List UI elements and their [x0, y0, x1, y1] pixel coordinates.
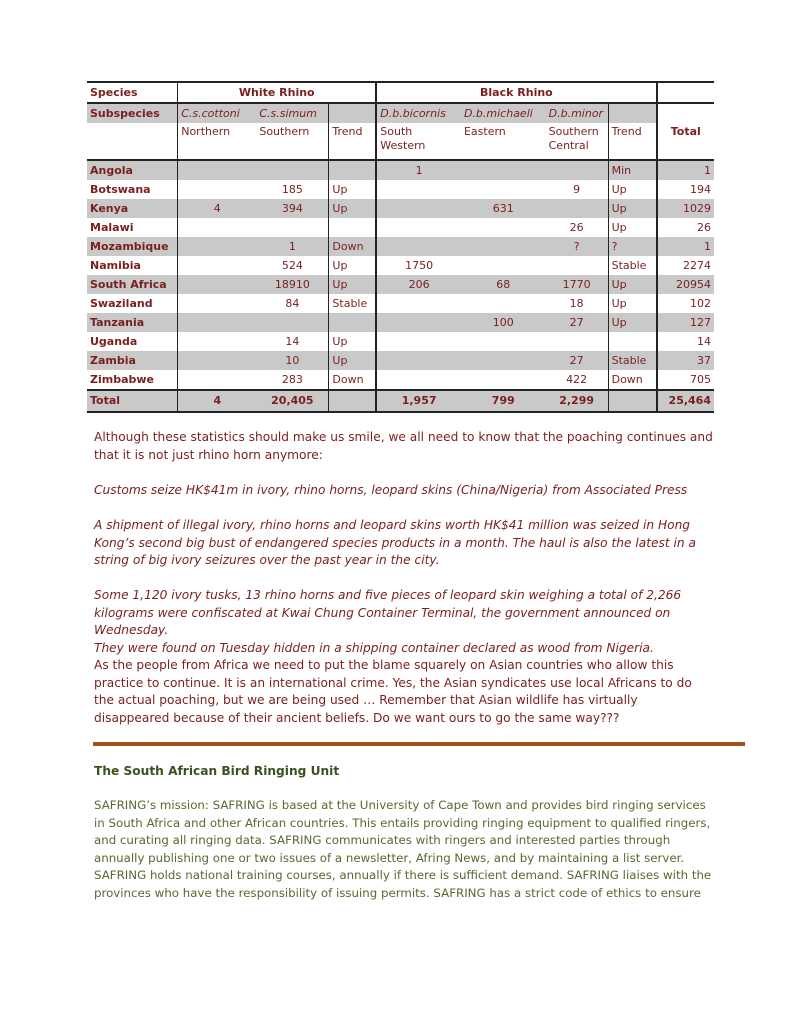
cell-total: 26	[657, 218, 715, 237]
cell-total: 194	[657, 180, 715, 199]
cell-btrend: Stable	[608, 351, 656, 370]
cell-btrend: Up	[608, 180, 656, 199]
cell-cottoni	[178, 275, 257, 294]
cell-total: 37	[657, 351, 715, 370]
cell-wtrend	[329, 313, 376, 332]
cell-minor: 1770	[546, 275, 608, 294]
cell-total: 20954	[657, 275, 715, 294]
cell-btrend: Up	[608, 218, 656, 237]
paragraph-tusks-a: Some 1,120 ivory tusks, 13 rhino horns and five pieces of leopard skin weighing a total of 2,266 kilograms were confiscated at Kwai Chung Container Terminal, the government announced on Wednesday.	[94, 588, 682, 637]
cell-minor: 26	[569, 220, 584, 234]
table-row	[87, 351, 714, 370]
cell-bicornis	[376, 199, 461, 218]
reg-trend-white: Trend	[329, 123, 376, 160]
sub-minor: D.b.minor	[546, 103, 608, 123]
cell-michaeli: 68	[461, 275, 546, 294]
sub-cottoni: C.s.cottoni	[178, 103, 257, 123]
cell-michaeli	[461, 370, 546, 390]
cell-bicornis	[376, 294, 461, 313]
cell-total: 1029	[657, 199, 715, 218]
reg-northern: Northern	[178, 123, 257, 160]
cell-wtrend: Up	[329, 275, 376, 294]
cell-simum: 14	[285, 334, 300, 348]
cell-btrend	[608, 390, 656, 412]
paragraph-tusks	[94, 587, 714, 657]
cell-btrend: Min	[608, 160, 656, 180]
cell-simum: 84	[285, 296, 300, 310]
cell-cottoni	[178, 351, 257, 370]
cell-btrend: ?	[608, 237, 656, 256]
cell-michaeli	[461, 294, 546, 313]
country-cell: Malawi	[90, 220, 134, 234]
total-header-spacer	[657, 82, 715, 103]
cell-bicornis	[376, 237, 461, 256]
cell-minor	[546, 199, 608, 218]
cell-cottoni	[178, 180, 257, 199]
subspecies-header: Subspecies	[87, 103, 178, 123]
sub-bicornis: D.b.bicornis	[376, 103, 461, 123]
safring-heading: The South African Bird Ringing Unit	[94, 764, 340, 778]
cell-minor: 27	[546, 351, 608, 370]
cell-total: 1	[657, 160, 715, 180]
reg-eastern: Eastern	[463, 125, 506, 138]
paragraph-tusks-b: They were found on Tuesday hidden in a shipping container declared as wood from Nigeria.	[94, 640, 654, 655]
country-cell: Total	[87, 390, 178, 412]
paragraph-blame: As the people from Africa we need to put the blame squarely on Asian countries who allow this practice to continue. It is an international crime. Yes, the Asian syndicates use local Africans to do the actual poaching, but we are being used … Remember that Asian wildlife has virtually disappeared because of their ancient beliefs. Do we want ours to go the same way???	[94, 658, 692, 725]
table-row	[87, 294, 714, 313]
cell-bicornis	[376, 313, 461, 332]
cell-cottoni: 4	[178, 390, 257, 412]
header-row-region	[87, 123, 714, 160]
cell-total: 705	[657, 370, 715, 390]
cell-btrend: Stable	[608, 256, 656, 275]
cell-simum	[256, 218, 329, 237]
country-cell: Swaziland	[90, 296, 153, 310]
cell-minor: 27	[546, 313, 608, 332]
cell-total: 14	[657, 332, 715, 351]
cell-simum: 394	[256, 199, 329, 218]
country-cell: Kenya	[87, 199, 178, 218]
rhino-population-table	[87, 81, 714, 413]
reg-southern: Southern	[259, 125, 310, 138]
cell-michaeli: 799	[461, 390, 546, 412]
cell-bicornis: 1	[376, 160, 461, 180]
cell-simum: 10	[256, 351, 329, 370]
country-cell: Zimbabwe	[90, 372, 155, 386]
cell-bicornis	[376, 332, 461, 351]
header-row-species	[87, 82, 714, 103]
cell-wtrend: Down	[329, 370, 376, 390]
cell-simum: 283	[281, 372, 303, 386]
cell-bicornis	[376, 218, 461, 237]
cell-simum	[256, 313, 329, 332]
cell-simum	[256, 160, 329, 180]
cell-btrend: Up	[608, 313, 656, 332]
cell-minor	[546, 256, 608, 275]
cell-wtrend: Down	[329, 237, 376, 256]
country-cell: South Africa	[87, 275, 178, 294]
cell-total: 127	[657, 313, 715, 332]
cell-total: 25,464	[657, 390, 715, 412]
cell-simum: 18910	[256, 275, 329, 294]
reg-southerncentral: Southern Central	[548, 125, 599, 152]
cell-cottoni	[178, 160, 257, 180]
cell-michaeli	[461, 180, 546, 199]
header-row-subspecies	[87, 103, 714, 123]
cell-simum: 524	[281, 258, 303, 272]
cell-btrend: Up	[608, 199, 656, 218]
cell-minor: 18	[569, 296, 584, 310]
cell-cottoni	[178, 256, 257, 275]
cell-bicornis	[376, 370, 461, 390]
cell-minor	[546, 332, 608, 351]
cell-simum: 20,405	[256, 390, 329, 412]
cell-minor	[546, 160, 608, 180]
cell-cottoni: 4	[178, 199, 257, 218]
cell-btrend	[608, 332, 656, 351]
cell-michaeli: 631	[461, 199, 546, 218]
table-row	[87, 332, 714, 351]
cell-bicornis	[376, 180, 461, 199]
black-rhino-header: Black Rhino	[376, 82, 656, 103]
cell-btrend: Down	[608, 370, 656, 390]
white-rhino-header: White Rhino	[178, 82, 377, 103]
cell-wtrend: Up	[329, 199, 376, 218]
cell-cottoni	[178, 313, 257, 332]
paragraph-poaching: Although these statistics should make us smile, we all need to know that the poaching continues and that it is not just rhino horn anymore:	[94, 430, 713, 462]
cell-wtrend	[329, 160, 376, 180]
cell-btrend: Up	[608, 294, 656, 313]
table-row	[87, 275, 714, 294]
table-row	[87, 237, 714, 256]
cell-total: 2274	[657, 256, 715, 275]
paragraph-headline: Customs seize HK$41m in ivory, rhino horns, leopard skins (China/Nigeria) from Associated Press	[94, 483, 688, 497]
cell-wtrend: Up	[329, 351, 376, 370]
section-divider	[93, 742, 745, 746]
table-row	[87, 370, 714, 390]
cell-total: 102	[657, 294, 715, 313]
cell-michaeli	[461, 256, 546, 275]
cell-wtrend	[329, 390, 376, 412]
cell-michaeli	[461, 218, 546, 237]
cell-cottoni	[178, 370, 257, 390]
cell-wtrend	[329, 218, 376, 237]
cell-michaeli	[461, 237, 546, 256]
cell-minor: 422	[566, 372, 588, 386]
cell-minor: 9	[573, 182, 581, 196]
cell-wtrend: Up	[329, 180, 376, 199]
country-cell: Botswana	[90, 182, 151, 196]
table-row	[87, 160, 714, 180]
cell-simum: 185	[281, 182, 303, 196]
safring-body: SAFRING’s mission: SAFRING is based at the University of Cape Town and provides bird ringing services in South Africa and other African countries. This entails providing ringing equipment to qualified ringers, and curating all ringing data. SAFRING communicates with ringers and interested parties through annually publishing one or two issues of a newsletter, Afring News, and by maintaining a list server. SAFRING holds national training courses, annually if there is sufficient demand. SAFRING liaises with the provinces who have the responsibility of issuing permits. SAFRING has a strict code of ethics to ensure	[94, 798, 712, 900]
table-row	[87, 199, 714, 218]
reg-southwestern: South Western	[376, 123, 461, 160]
cell-wtrend: Up	[329, 332, 376, 351]
reg-trend-black: Trend	[608, 123, 656, 160]
table-totals-row	[87, 390, 714, 412]
cell-cottoni	[178, 294, 257, 313]
cell-bicornis: 206	[376, 275, 461, 294]
cell-bicornis	[376, 351, 461, 370]
country-cell: Angola	[87, 160, 178, 180]
table-row	[87, 313, 714, 332]
country-cell: Zambia	[87, 351, 178, 370]
cell-michaeli	[461, 160, 546, 180]
cell-minor: 2,299	[546, 390, 608, 412]
cell-bicornis: 1750	[376, 256, 461, 275]
total-header: Total	[657, 103, 715, 160]
cell-minor: ?	[546, 237, 608, 256]
cell-wtrend: Stable	[329, 294, 376, 313]
cell-cottoni	[178, 218, 257, 237]
cell-bicornis: 1,957	[376, 390, 461, 412]
cell-simum: 1	[256, 237, 329, 256]
paragraph-shipment: A shipment of illegal ivory, rhino horns and leopard skins worth HK$41 million was seized in Hong Kong’s second big bust of endangered species products in a month. The haul is also the latest in a string of big ivory seizures over the past year in the city.	[94, 518, 696, 567]
cell-total: 1	[657, 237, 715, 256]
sub-simum: C.s.simum	[256, 103, 329, 123]
country-cell: Mozambique	[87, 237, 178, 256]
cell-btrend: Up	[608, 275, 656, 294]
sub-michaeli: D.b.michaeli	[461, 103, 546, 123]
cell-michaeli: 100	[461, 313, 546, 332]
country-cell: Uganda	[90, 334, 138, 348]
country-cell: Namibia	[90, 258, 141, 272]
cell-michaeli	[461, 351, 546, 370]
species-header: Species	[90, 85, 138, 99]
table-row	[87, 218, 714, 237]
cell-cottoni	[178, 237, 257, 256]
cell-wtrend: Up	[329, 256, 376, 275]
table-row	[87, 180, 714, 199]
country-cell: Tanzania	[87, 313, 178, 332]
table-row	[87, 256, 714, 275]
cell-cottoni	[178, 332, 257, 351]
cell-michaeli	[461, 332, 546, 351]
